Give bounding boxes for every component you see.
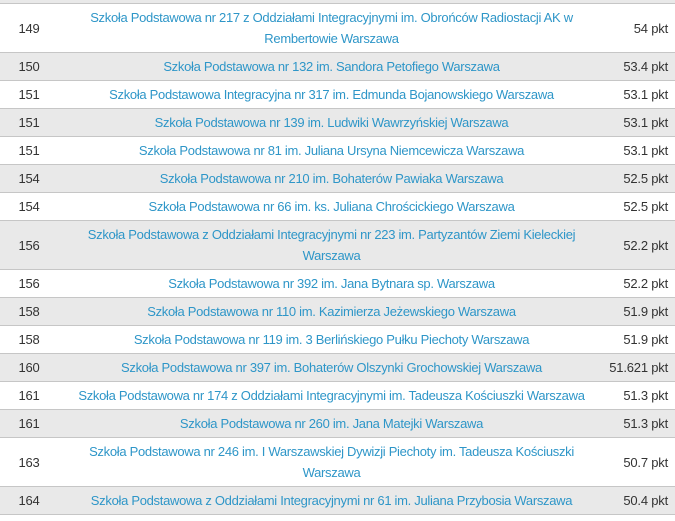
table-row xyxy=(0,410,675,438)
school-name-cell xyxy=(58,140,605,161)
school-name-cell xyxy=(58,168,605,189)
school-link[interactable]: Szkoła Podstawowa nr 392 im. Jana Bytnara sp. Warszawa xyxy=(168,276,495,291)
table-row xyxy=(0,354,675,382)
points-cell: 50.7 pkt xyxy=(623,454,668,470)
rank-cell: 158 xyxy=(18,332,40,347)
rank-cell: 149 xyxy=(18,20,40,36)
school-link[interactable]: Szkoła Podstawowa nr 217 z Oddziałami Integracyjnymi im. Obrońców Radiostacji AK w Rembertowie Warszawa xyxy=(90,10,573,46)
school-name-cell xyxy=(58,196,605,217)
school-link[interactable]: Szkoła Podstawowa nr 397 im. Bohaterów Olszynki Grochowskiej Warszawa xyxy=(121,360,542,375)
school-name-cell xyxy=(58,84,605,105)
points-cell: 53.1 pkt xyxy=(623,87,668,102)
points-cell: 53.1 pkt xyxy=(623,115,668,130)
school-name-cell xyxy=(58,441,605,483)
rank-cell: 160 xyxy=(18,360,40,375)
table-row xyxy=(0,137,675,165)
school-link[interactable]: Szkoła Podstawowa nr 210 im. Bohaterów Pawiaka Warszawa xyxy=(159,171,504,186)
points-cell: 51.3 pkt xyxy=(623,388,668,403)
table-row xyxy=(0,193,675,221)
rank-cell: 156 xyxy=(18,237,40,253)
school-name-cell xyxy=(58,357,605,378)
school-link[interactable]: Szkoła Podstawowa nr 66 im. ks. Juliana Chrościckiego Warszawa xyxy=(148,199,515,214)
rank-cell: 154 xyxy=(18,171,40,186)
school-name-cell xyxy=(58,301,605,322)
next-row-partial xyxy=(0,515,675,521)
points-cell: 51.3 pkt xyxy=(623,416,668,431)
points-cell: 53.4 pkt xyxy=(623,59,668,74)
school-link[interactable]: Szkoła Podstawowa nr 119 im. 3 Berlińskiego Pułku Piechoty Warszawa xyxy=(133,332,530,347)
table-row xyxy=(0,382,675,410)
points-cell: 53.1 pkt xyxy=(623,143,668,158)
school-link[interactable]: Szkoła Podstawowa nr 174 z Oddziałami Integracyjnymi im. Tadeusza Kościuszki Warszawa xyxy=(78,388,585,403)
table-row xyxy=(0,438,675,487)
school-link[interactable]: Szkoła Podstawowa Integracyjna nr 317 im. Edmunda Bojanowskiego Warszawa xyxy=(109,87,554,102)
school-link[interactable]: Szkoła Podstawowa z Oddziałami Integracyjnymi nr 61 im. Juliana Przybosia Warszawa xyxy=(90,493,573,508)
table-row xyxy=(0,53,675,81)
table-row xyxy=(0,109,675,137)
table-row xyxy=(0,4,675,53)
table-row xyxy=(0,221,675,270)
rank-cell: 154 xyxy=(18,199,40,214)
points-cell: 52.5 pkt xyxy=(623,171,668,186)
school-name-cell xyxy=(58,490,605,511)
school-link[interactable]: Szkoła Podstawowa nr 139 im. Ludwiki Wawrzyńskiej Warszawa xyxy=(154,115,509,130)
school-name-cell xyxy=(58,273,605,294)
table-row xyxy=(0,487,675,515)
points-cell: 51.9 pkt xyxy=(623,332,668,347)
rank-cell: 164 xyxy=(18,493,40,508)
school-link[interactable]: Szkoła Podstawowa nr 260 im. Jana Matejki Warszawa xyxy=(179,416,484,431)
table-row xyxy=(0,326,675,354)
table-row xyxy=(0,270,675,298)
points-cell: 50.4 pkt xyxy=(623,493,668,508)
rank-cell: 151 xyxy=(18,143,40,158)
school-name-cell xyxy=(58,56,605,77)
rank-cell: 150 xyxy=(18,59,40,74)
points-cell: 51.621 pkt xyxy=(609,360,668,375)
table-body xyxy=(0,4,675,515)
school-name-cell xyxy=(58,385,605,406)
school-link[interactable]: Szkoła Podstawowa nr 132 im. Sandora Petofiego Warszawa xyxy=(163,59,500,74)
school-link[interactable]: Szkoła Podstawowa nr 110 im. Kazimierza Jeżewskiego Warszawa xyxy=(147,304,516,319)
school-link[interactable]: Szkoła Podstawowa z Oddziałami Integracyjnymi nr 223 im. Partyzantów Ziemi Kieleckiej Warszawa xyxy=(87,227,576,263)
school-name-cell xyxy=(58,7,605,49)
table-row xyxy=(0,81,675,109)
school-name-cell xyxy=(58,224,605,266)
rank-cell: 151 xyxy=(18,115,40,130)
points-cell: 52.2 pkt xyxy=(623,276,668,291)
rank-cell: 161 xyxy=(18,416,40,431)
table-row xyxy=(0,165,675,193)
school-link[interactable]: Szkoła Podstawowa nr 246 im. I Warszawskiej Dywizji Piechoty im. Tadeusza Kościuszki Warszawa xyxy=(89,444,574,480)
school-link[interactable]: Szkoła Podstawowa nr 81 im. Juliana Ursyna Niemcewicza Warszawa xyxy=(138,143,525,158)
rank-cell: 163 xyxy=(18,454,40,470)
school-name-cell xyxy=(58,329,605,350)
rank-cell: 158 xyxy=(18,304,40,319)
table-row xyxy=(0,298,675,326)
school-name-cell xyxy=(58,413,605,434)
points-cell: 51.9 pkt xyxy=(623,304,668,319)
points-cell: 52.2 pkt xyxy=(623,237,668,253)
rank-cell: 151 xyxy=(18,87,40,102)
rank-cell: 156 xyxy=(18,276,40,291)
points-cell: 52.5 pkt xyxy=(623,199,668,214)
school-name-cell xyxy=(58,112,605,133)
rank-cell: 161 xyxy=(18,388,40,403)
points-cell: 54 pkt xyxy=(633,20,668,36)
